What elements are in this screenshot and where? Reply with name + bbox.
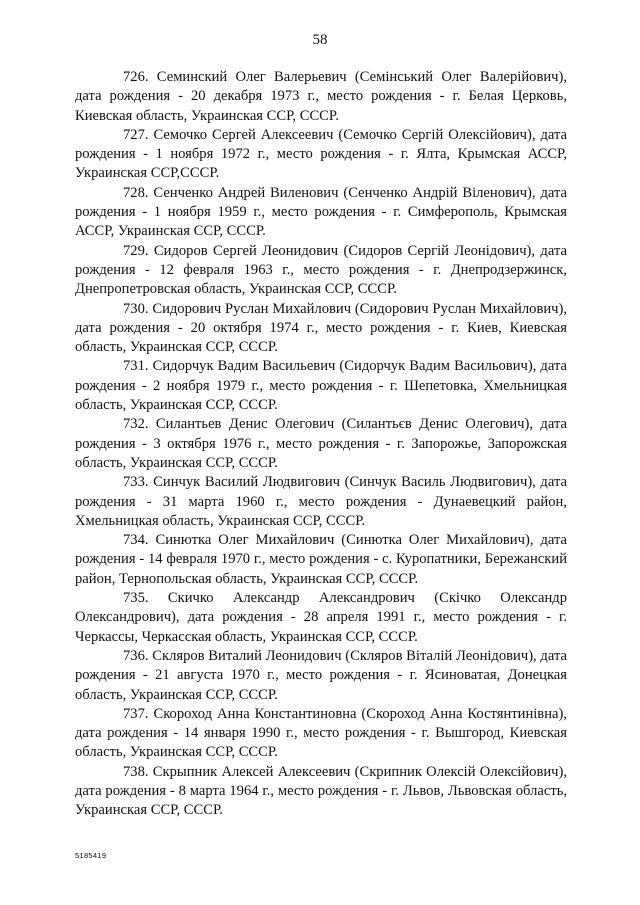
page-number: 58 [312,32,328,48]
list-item: 738. Скрыпник Алексей Алексеевич (Скрипник Олексій Олексійович), дата рождения - 8 марта 1964 г., место рождения - г. Львов, Львовская область, Украинская ССР, СССР. [75,763,567,819]
list-item: 735. Скичко Александр Александрович (Скічко Олександр Олександрович), дата рождения - 28 апреля 1991 г., место рождения - г. Черкассы, Черкасская область, Украинская ССР, СССР. [75,590,567,645]
list-item: 734. Синютка Олег Михайлович (Синютка Олег Михайлович), дата рождения - 14 февраля 1970 г., место рождения - с. Куропатники, Бережанский район, Тернопольская область, Украинская ССР, СССР. [75,532,567,587]
list-item: 729. Сидоров Сергей Леонидович (Сидоров Сергій Леонідович), дата рождения - 12 февраля 1963 г., место рождения - г. Днепродзержинск, Днепропетровская область, Украинская ССР, СССР. [75,242,567,298]
list-item: 732. Силантьев Денис Олегович (Силантьєв Денис Олегович), дата рождения - 3 октября 1976 г., место рождения - г. Запорожье, Запорожская область, Украинская ССР, СССР. [75,416,567,471]
list-item: 731. Сидорчук Вадим Васильевич (Сидорчук Вадим Васильович), дата рождения - 2 ноября 1979 г., место рождения - г. Шепетовка, Хмельницкая область, Украинская ССР, СССР. [75,358,567,414]
entry-list [75,68,567,821]
list-item: 736. Скляров Виталий Леонидович (Скляров Віталій Леонідович), дата рождения - 21 августа 1970 г., место рождения - г. Ясиноватая, Донецкая область, Украинская ССР, СССР. [75,647,567,703]
list-item: 730. Сидорович Руслан Михайлович (Сидорович Руслан Михайлович), дата рождения - 20 октября 1974 г., место рождения - г. Киев, Киевская область, Украинская ССР, СССР. [75,300,567,356]
list-item: 727. Семочко Сергей Алексеевич (Семочко Сергій Олексійович), дата рождения - 1 ноября 1972 г., место рождения - г. Ялта, Крымская АССР, Украинская ССР,СССР. [75,126,567,182]
list-item: 728. Сенченко Андрей Виленович (Сенченко Андрій Віленович), дата рождения - 1 ноября 1959 г., место рождения - г. Симферополь, Крымская АССР, Украинская ССР, СССР. [75,184,567,240]
list-item: 733. Синчук Василий Людвигович (Синчук Василь Людвигович), дата рождения - 31 марта 1960 г., место рождения - Дунаевецкий район, Хмельницкая область, Украинская ССР, СССР. [75,474,567,529]
list-item: 737. Скороход Анна Константиновна (Скороход Анна Костянтинівна), дата рождения - 14 января 1990 г., место рождения - г. Вышгород, Киевская область, Украинская ССР, СССР. [75,705,567,761]
document-code: 5185419 [75,851,107,860]
list-item: 726. Семинский Олег Валерьевич (Семінський Олег Валерійович), дата рождения - 20 декабря 1973 г., место рождения - г. Белая Церковь, Киевская область, Украинская ССР, СССР. [75,69,567,124]
